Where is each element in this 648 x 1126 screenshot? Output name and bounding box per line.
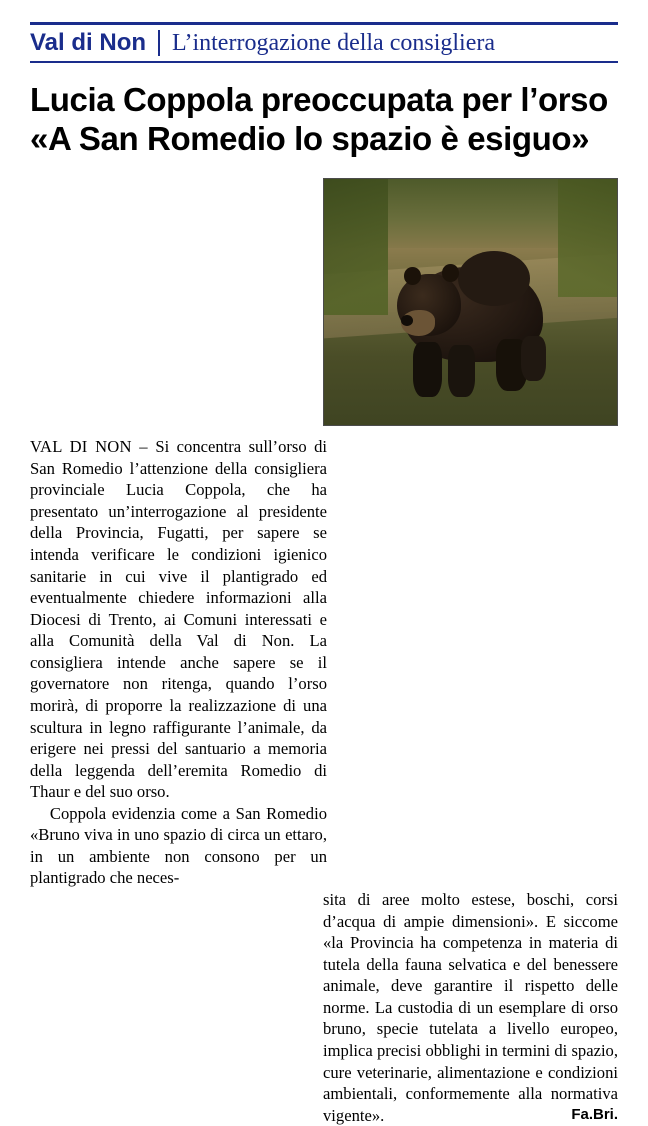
rubric-bar: [28, 25, 620, 61]
article-paragraph-text: Si concentra sull’orso di San Romedio l’attenzione della consigliera provinciale Lucia Coppola, che ha presentato un’interrogazione al presidente della Provincia, Fugatti, per sapere se intenda verificare le condizioni igienico sanitarie in cui vive il plantigrado ed eventualmente chiedere informazioni alla Diocesi di Trento, ai Comuni interessati e alla Comunità della Val di Non. La consigliera intende anche sapere se il governatore non ritenga, quando l’orso morirà, di proporre la realizzazione di una scultura in legno raffigurante l’animale, da erigere nei pressi del santuario a memoria della leggenda dell’eremita Romedio di Thaur e del suo orso.: [30, 437, 327, 802]
brown-bear-photo: [323, 178, 618, 426]
article-column-left: [30, 436, 327, 889]
article-dateline: VAL DI NON –: [30, 437, 156, 457]
article-paragraph-text: sita di aree molto estese, boschi, corsi d’acqua di ampie dimensioni». E siccome «la Provincia ha competenza in materia di tutela della fauna selvatica e del benessere animale, deve garantire il rispetto delle norme. La custodia di un esemplare di orso bruno, specie tutelata a livello europeo, implica precisi obblighi in termini di spazio, cure veterinarie, alimentazione e condizioni ambientali, conformemente alla normativa vigente».: [323, 890, 618, 1125]
rubric-subtitle: L’interrogazione della consigliera: [172, 29, 495, 56]
article-paragraph: Coppola evidenzia come a San Romedio «Bruno viva in uno spazio di circa un ettaro, in un ambiente non consono per un plantigrado che neces-: [30, 803, 327, 888]
bear-ear-right: [442, 264, 459, 282]
bear-front-leg-right: [448, 345, 475, 397]
article-byline: Fa.Bri.: [571, 1105, 618, 1123]
rubric-section-label: Val di Non: [30, 29, 147, 56]
headline-line-2: «A San Romedio lo spazio è esiguo»: [30, 119, 590, 157]
bear-figure: [394, 238, 552, 400]
rubric-divider: [158, 30, 160, 56]
article-column-right: [323, 889, 618, 1126]
article-paragraph: [323, 889, 618, 1126]
bear-nose: [401, 315, 414, 326]
photo-grass-right: [558, 179, 617, 297]
bear-hind-leg-right: [521, 336, 546, 381]
page-title: [28, 81, 620, 158]
photo-grass-left: [324, 179, 388, 314]
article-paragraph: [30, 436, 327, 803]
article-body: [28, 174, 620, 1126]
bear-front-leg-left: [413, 342, 441, 397]
headline-line-1: Lucia Coppola preoccupata per l’orso: [30, 81, 608, 118]
rubric-bottom-rule: [30, 61, 618, 63]
newspaper-article-page: [0, 22, 648, 1125]
